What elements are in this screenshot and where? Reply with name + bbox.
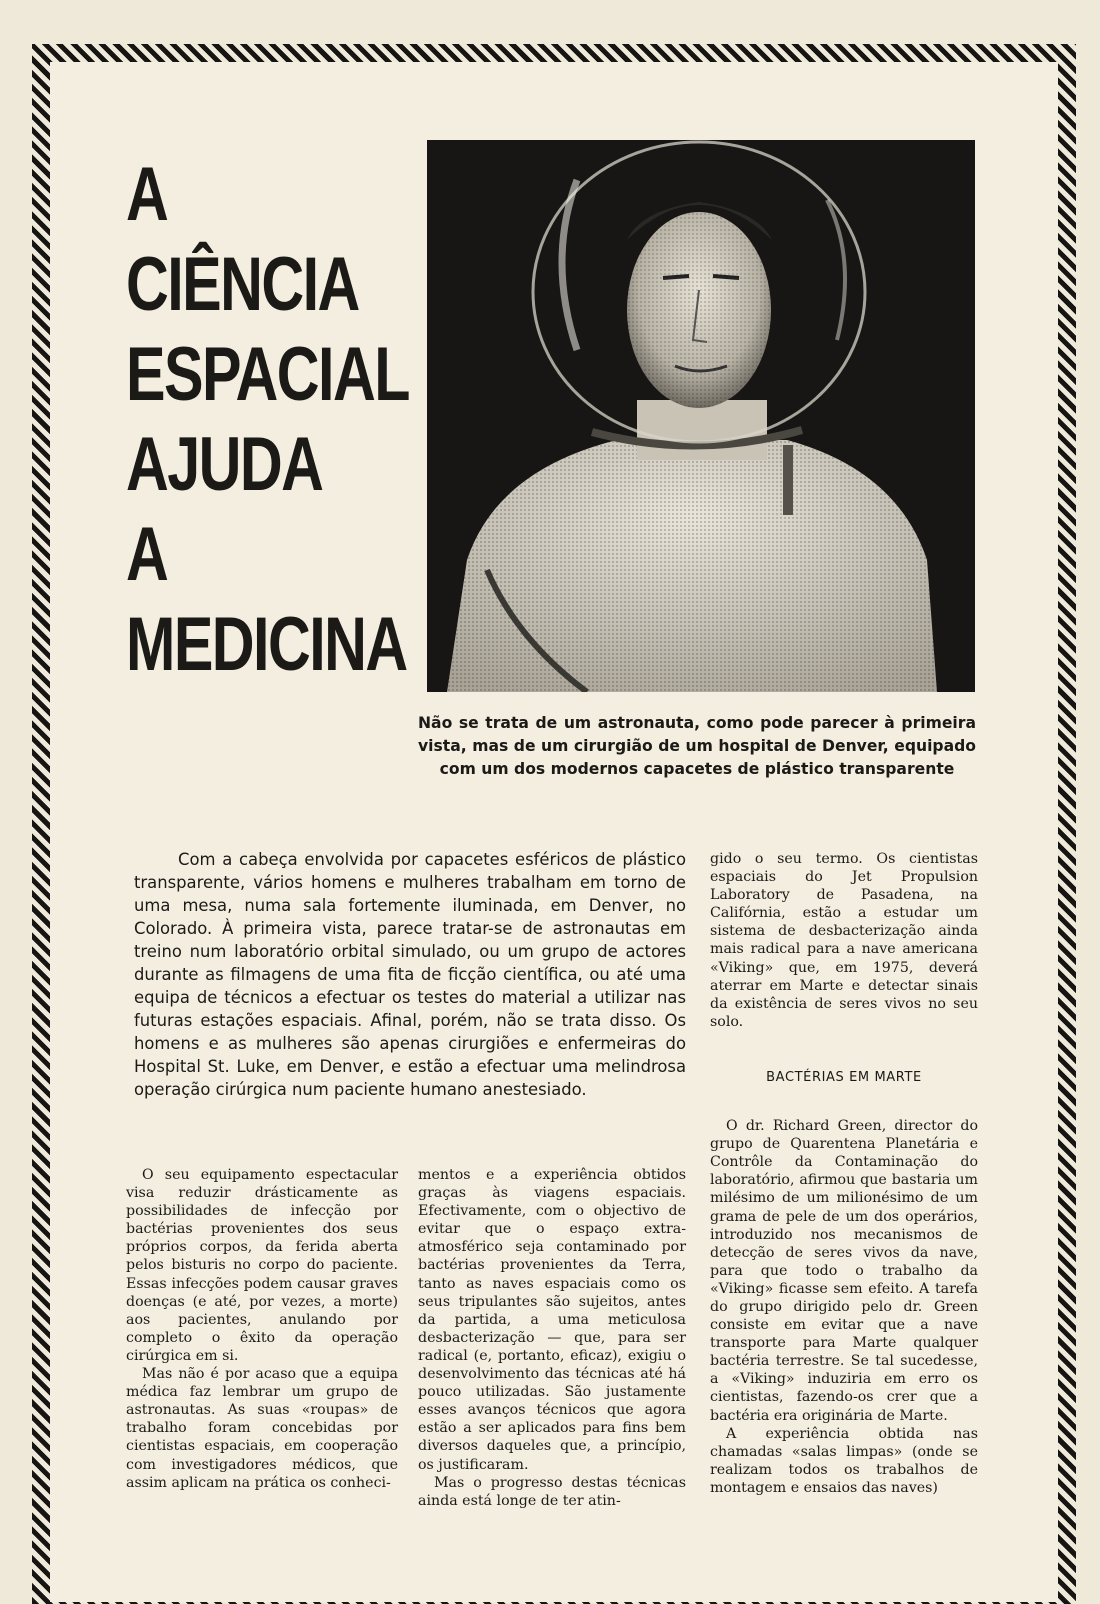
article-column-3 bbox=[710, 850, 978, 1497]
headline-line: A bbox=[126, 152, 168, 237]
paragraph: Mas não é por acaso que a equipa médica faz lembrar um grupo de astronautas. As suas «roupas» de trabalho foram concebidas por cientistas espaciais, em cooperação com investigadores médicos, que assim aplicam na prática os conheci- bbox=[126, 1366, 398, 1491]
headline-line: A bbox=[126, 512, 168, 597]
photo-caption: Não se trata de um astronauta, como pode parecer à primeira vista, mas de um cirurgião de um hospital de Denver, equipado com um dos modernos capacetes de plástico transparente bbox=[418, 714, 976, 778]
article-column-2 bbox=[418, 1166, 686, 1510]
article-headline bbox=[126, 150, 409, 690]
lead-paragraph: Com a cabeça envolvida por capacetes esféricos de plástico transparente, vários homens e mulheres trabalham em torno de uma mesa, numa sala fortemente iluminada, em Denver, no Colorado. À primeira vista, parece tratar-se de astronautas em treino num laboratório orbital simulado, ou um grupo de actores durante as filmagens de uma fita de ficção científica, ou até uma equipa de técnicos a efectuar os testes do material a utilizar nas futuras estações espaciais. Afinal, porém, não se trata disso. Os homens e as mulheres são apenas cirurgiões e enfermeiras do Hospital St. Luke, em Denver, e estão a efectuar uma melindrosa operação cirúrgica num paciente humano anestesiado. bbox=[134, 850, 686, 1099]
section-subheading: BACTÉRIAS EM MARTE bbox=[766, 1069, 922, 1085]
paragraph: O dr. Richard Green, director do grupo de Quarentena Planetária e Contrôle da Contaminação do laboratório, afirmou que bastaria um milésimo de um milionésimo de um grama de pele de um dos operários, introduzido nos mecanismos de detecção de seres vivos da nave, para que todo o trabalho da «Viking» ficasse sem efeito. A tarefa do grupo dirigido pelo dr. Green consiste em evitar que a nave transporte para Marte qualquer bactéria terrestre. Se tal sucedesse, a «Viking» induziria em erro os cientistas, fazendo-os crer que a bactéria era originária de Marte. bbox=[710, 1118, 978, 1424]
paragraph: Mas o progresso destas técnicas ainda está longe de ter atin- bbox=[418, 1474, 686, 1509]
paragraph: O seu equipamento espectacular visa reduzir drásticamente as possibilidades de infecção por bactérias provenientes dos seus próprios corpos, da ferida aberta pelos bisturis no corpo do paciente. Essas infecções podem causar graves doenças (e até, por vezes, a morte) aos pacientes, anulando por completo o êxito da operação cirúrgica em si. bbox=[126, 1167, 398, 1364]
paragraph: A experiência obtida nas chamadas «salas limpas» (onde se realizam todos os trabalhos de montagem e ensaios das naves) bbox=[710, 1425, 978, 1496]
headline-line: MEDICINA bbox=[126, 602, 407, 687]
surgeon-helmet-photo bbox=[427, 140, 975, 692]
paragraph: gido o seu termo. Os cientistas espaciais do Jet Propulsion Laboratory de Pasadena, na Califórnia, estão a estudar um sistema de desbacterização ainda mais radical para a nave americana «Viking» que, em 1975, deverá aterrar em Marte e detectar sinais da existência de seres vivos no seu solo. bbox=[710, 851, 978, 1030]
headline-line: AJUDA bbox=[126, 422, 323, 507]
article-column-1 bbox=[126, 1166, 398, 1492]
headline-line: CIÊNCIA bbox=[126, 242, 359, 327]
paragraph: mentos e a experiência obtidos graças às viagens espaciais. Efectivamente, com o objectivo de evitar que o espaço extra-atmosférico seja contaminado por bactérias provenientes da Terra, tanto as naves espaciais como os seus tripulantes são sujeitos, antes da partida, a uma meticulosa desbacterização — que, para ser radical (e, portanto, eficaz), exigiu o desenvolvimento das técnicas até há pouco utilizadas. São justamente esses avanços técnicos que agora estão a ser aplicados para fins bem diversos daqueles que, a princípio, os justificaram. bbox=[418, 1167, 686, 1473]
headline-line: ESPACIAL bbox=[126, 332, 409, 417]
